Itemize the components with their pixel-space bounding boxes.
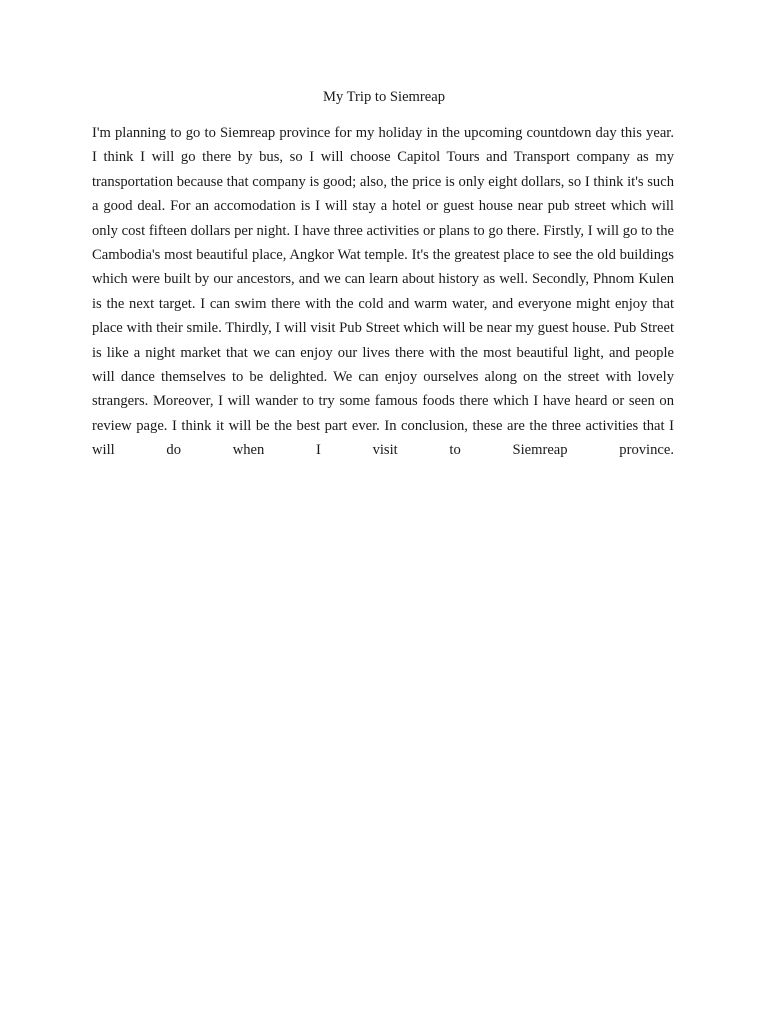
document-body-paragraph: I'm planning to go to Siemreap province for my holiday in the upcoming countdown day this year. I think I will go there by bus, so I will choose Capitol Tours and Transport company as my transportation because that company is good; also, the price is only eight dollars, so I think it's such a good deal. For an accomodation is I will stay a hotel or guest house near pub street which will only cost fifteen dollars per night. I have three activities or plans to go there. Firstly, I will go to the Cambodia's most beautiful place, Angkor Wat temple. It's the greatest place to see the old buildings which were built by our ancestors, and we can learn about history as well. Secondly, Phnom Kulen is the next target. I can swim there with the cold and warm water, and everyone might enjoy that place with their smile. Thirdly, I will visit Pub Street which will be near my guest house. Pub Street is like a night market that we can enjoy our lives there with the most beautiful light, and people will dance themselves to be delighted. We can enjoy ourselves along on the street with lovely strangers. Moreover, I will wander to try some famous foods there which I have heard or seen on review page. I think it will be the best part ever. In conclusion, these are the three activities that I will do when I visit to Siemreap province. — [92, 125, 674, 459]
document-title: My Trip to Siemreap — [322, 89, 446, 105]
